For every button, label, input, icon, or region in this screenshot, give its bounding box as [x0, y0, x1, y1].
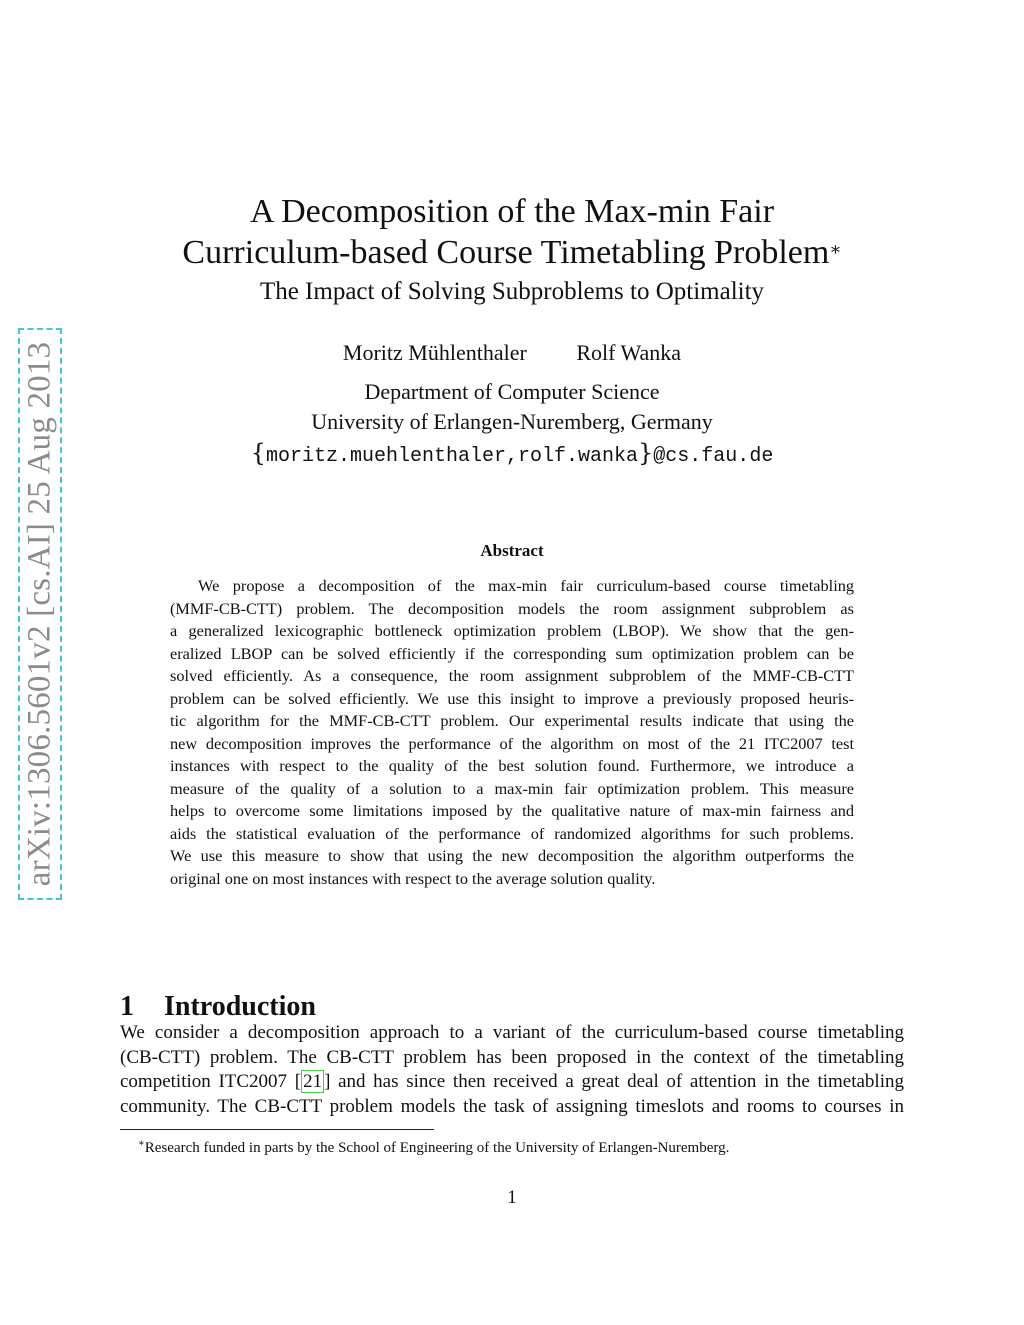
intro-line: competition ITC2007 [ 21 ] and has since then received a great deal of attention in the timetabling — [120, 1071, 904, 1092]
paper-title-line-1: A Decomposition of the Max-min Fair — [249, 193, 775, 230]
intro-line: We consider a decomposition approach to a variant of the curriculum-based course timetabling — [120, 1022, 904, 1043]
email-open-brace: { — [250, 439, 266, 467]
abstract-line: solved efficiently. As a consequence, the room assignment subproblem of the MMF-CB-CTT — [170, 666, 854, 685]
abstract-line: measure of the quality of a solution to a max-min fair optimization problem. This measure — [170, 778, 854, 798]
author-name: Rolf Wanka — [576, 340, 682, 365]
author-email[interactable] — [0, 438, 1024, 472]
intro-line: community. The CB-CTT problem models the task of assigning timeslots and rooms to courses in — [120, 1095, 904, 1117]
abstract-line: new decomposition improves the performance of the algorithm on most of the 21 ITC2007 test — [170, 733, 854, 753]
author-list — [0, 339, 1024, 367]
section-heading-introduction — [120, 989, 316, 1025]
abstract-line: (MMF-CB-CTT) problem. The decomposition models the room assignment subproblem as — [170, 598, 854, 618]
abstract-line: problem can be solved efficiently. We use this insight to improve a previously proposed heuris- — [170, 688, 854, 708]
email-close-brace: } — [638, 439, 654, 467]
footnote — [138, 1134, 729, 1158]
abstract-heading: Abstract — [480, 541, 544, 560]
title-footnote-mark[interactable]: ∗ — [829, 239, 842, 259]
abstract-line: tic algorithm for the MMF-CB-CTT problem. Our experimental results indicate that using the — [170, 711, 854, 730]
abstract-line: a generalized lexicographic bottleneck optimization problem (LBOP). We show that the gen- — [170, 621, 854, 640]
abstract-body — [170, 575, 854, 890]
footnote-divider — [120, 1129, 434, 1130]
introduction-body — [120, 1021, 904, 1119]
university: University of Erlangen-Nuremberg, Germany — [311, 409, 713, 434]
paper-subtitle: The Impact of Solving Subproblems to Optimality — [259, 278, 765, 305]
author-name: Moritz Mühlenthaler — [342, 340, 527, 365]
footnote-mark: ∗ — [138, 1138, 145, 1149]
footnote-text: Research funded in parts by the School of Engineering of the University of Erlangen-Nuremberg. — [144, 1140, 730, 1156]
abstract-line: eralized LBOP can be solved efficiently if the corresponding sum optimization problem can be — [170, 643, 854, 663]
arxiv-identifier: arXiv:1306.5601v2 [cs.AI] 25 Aug 2013 — [21, 341, 58, 887]
department: Department of Computer Science — [364, 379, 660, 404]
email-names: moritz.muehlenthaler,rolf.wanka — [265, 445, 639, 468]
abstract-line: helps to overcome some limitations imposed by the qualitative nature of max-min fairness and — [170, 801, 854, 820]
paper-title-line-2: Curriculum-based Course Timetabling Problem∗ — [182, 234, 842, 271]
abstract-line: We propose a decomposition of the max-min fair curriculum-based course timetabling — [198, 576, 854, 595]
section-number: 1 — [120, 991, 134, 1023]
citation-link[interactable]: 21 — [303, 1071, 323, 1092]
abstract-line: We use this measure to show that using the new decomposition the algorithm outperforms the — [170, 846, 854, 865]
intro-line: (CB-CTT) problem. The CB-CTT problem has been proposed in the context of the timetabling — [120, 1046, 904, 1068]
abstract-line: instances with respect to the quality of the best solution found. Furthermore, we introduce a — [170, 756, 854, 775]
abstract-line: aids the statistical evaluation of the performance of randomized algorithms for such problems. — [170, 823, 854, 843]
page-number: 1 — [507, 1187, 517, 1208]
abstract-line: original one on most instances with respect to the average solution quality. — [170, 868, 656, 888]
email-domain: @cs.fau.de — [653, 445, 774, 468]
section-title: Introduction — [164, 991, 316, 1023]
